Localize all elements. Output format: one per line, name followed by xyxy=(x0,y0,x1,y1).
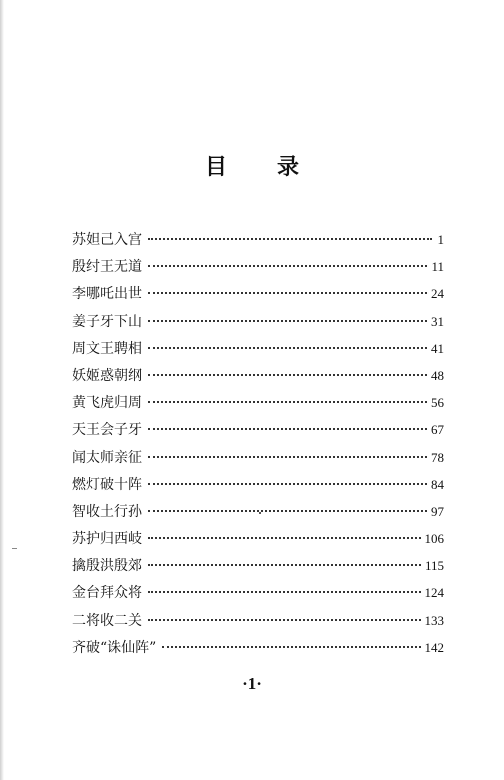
toc-entry[interactable] xyxy=(72,610,444,637)
toc-entry-page: 84 xyxy=(431,476,444,492)
toc-entry-page: 24 xyxy=(431,286,444,302)
toc-entry-title: 苏妲己入宫 xyxy=(72,232,142,248)
toc-entry-title: 姜子牙下山 xyxy=(72,313,142,330)
toc-entry-title: 闻太师亲征 xyxy=(72,449,142,466)
toc-entry-title: 李哪吒出世 xyxy=(72,286,142,303)
toc-entry[interactable] xyxy=(72,419,444,446)
toc-entry[interactable] xyxy=(72,501,444,528)
page-title xyxy=(0,150,504,181)
toc-entry-page: 41 xyxy=(431,340,444,356)
toc-entry[interactable] xyxy=(72,365,444,392)
toc-entry[interactable] xyxy=(72,582,444,609)
toc-entry-page: 31 xyxy=(431,313,444,329)
toc-entry[interactable] xyxy=(72,256,444,283)
toc-entry[interactable] xyxy=(72,474,444,501)
toc-leader-dots xyxy=(148,320,427,322)
toc-entry[interactable] xyxy=(72,283,444,310)
toc-leader-dots xyxy=(148,456,427,458)
toc-leader-dots xyxy=(162,646,420,648)
toc-entry-title: 苏护归西岐 xyxy=(72,531,142,548)
toc-entry-page: 48 xyxy=(431,367,444,383)
toc-leader-dots xyxy=(148,537,421,539)
toc-entry-page: 142 xyxy=(424,639,444,655)
toc-entry-page: 124 xyxy=(424,585,444,601)
toc-leader-dots xyxy=(148,619,421,621)
toc-leader-dots xyxy=(148,238,432,240)
toc-entry-title: 妖姬惑朝纲 xyxy=(72,367,142,384)
toc-entry[interactable] xyxy=(72,555,444,582)
toc-leader-dots xyxy=(148,483,427,485)
toc-entry-title: 二将收二关 xyxy=(72,612,142,629)
toc-entry-page: 97 xyxy=(431,503,444,519)
toc-entry-title: 智收土行孙 xyxy=(72,503,142,520)
stray-dot xyxy=(259,512,261,514)
toc-leader-dots xyxy=(148,510,427,512)
toc-entry-page: 106 xyxy=(424,531,444,547)
page-edge-shadow xyxy=(0,0,4,780)
toc-entry-title: 燃灯破十阵 xyxy=(72,476,142,493)
toc-entry[interactable] xyxy=(72,637,444,664)
toc-leader-dots xyxy=(148,292,427,294)
toc-leader-dots xyxy=(148,401,427,403)
title-char-1: 目 xyxy=(204,155,227,180)
toc-entry[interactable] xyxy=(72,392,444,419)
toc-leader-dots xyxy=(148,564,421,566)
toc-entry-page: 56 xyxy=(431,395,444,411)
toc-entry-title: 殷纣王无道 xyxy=(72,259,142,276)
toc-entry-title: 擒殷洪殷郊 xyxy=(72,558,142,575)
title-char-2: 录 xyxy=(277,155,300,180)
toc-entry-page: 115 xyxy=(424,558,444,574)
toc-entry-title: 金台拜众将 xyxy=(72,585,142,602)
toc-entry[interactable] xyxy=(72,229,444,256)
toc-entry-title: 齐破“诛仙阵” xyxy=(72,639,157,656)
toc-entry-title: 周文王聘相 xyxy=(72,340,142,357)
toc-entry-page: 78 xyxy=(431,449,444,465)
toc-entry[interactable] xyxy=(72,447,444,474)
toc-entry[interactable] xyxy=(72,338,444,365)
toc-entry-page: 67 xyxy=(431,422,444,438)
toc-entry-page: 1 xyxy=(437,232,444,247)
toc-leader-dots xyxy=(148,591,421,593)
toc-entry-page: 133 xyxy=(424,612,444,628)
toc-leader-dots xyxy=(148,347,427,349)
toc-leader-dots xyxy=(148,428,427,430)
margin-mark xyxy=(12,548,17,549)
toc-entry-title: 天王会子牙 xyxy=(72,422,142,439)
toc-entry[interactable] xyxy=(72,311,444,338)
page-number: ·1· xyxy=(242,674,262,693)
table-of-contents xyxy=(72,229,444,664)
toc-entry-title: 黄飞虎归周 xyxy=(72,395,142,412)
toc-leader-dots xyxy=(148,265,427,267)
toc-entry-page: 11 xyxy=(431,259,444,275)
toc-leader-dots xyxy=(148,374,427,376)
toc-entry[interactable] xyxy=(72,528,444,555)
